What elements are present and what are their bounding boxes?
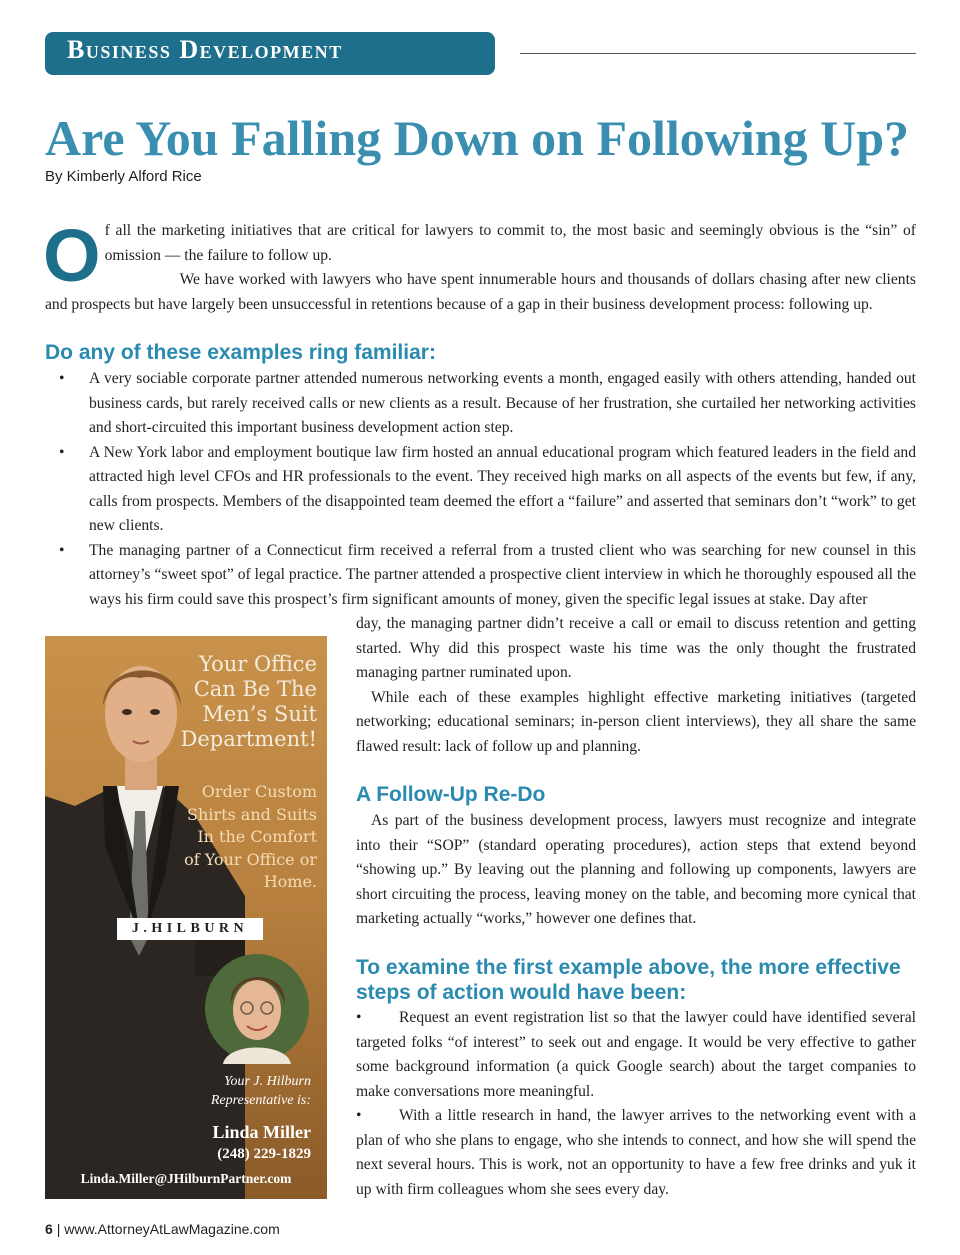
section-label: Business Development: [67, 35, 343, 64]
bullet-icon: •: [59, 541, 65, 559]
steps-list: [356, 1006, 916, 1202]
rep-label: Your J. Hilburn Representative is:: [210, 1074, 311, 1108]
article-headline: Are You Falling Down on Following Up?: [45, 110, 910, 166]
rep-email-link[interactable]: Linda.Miller@JHilburnPartner.com: [80, 1171, 292, 1186]
advertisement[interactable]: [45, 636, 327, 1199]
summary-paragraph: While each of these examples highlight effective marketing initiatives (targeted networking; educational seminars; in-person client interviews), they all share the same flawed result: lack of follow up and planning.: [356, 688, 916, 755]
representative-photo: [203, 952, 311, 1064]
redo-paragraph: As part of the business development process, lawyers must recognize and integrate into their “SOP” (standard operating procedures), action steps that extend beyond “showing up.” By leaving out the planning and following up components, lawyers are short circuiting the process, leaving money on the table, and becoming more cynical that marketing actually “works,” however one defines that.: [356, 812, 916, 927]
rep-name: Linda Miller: [212, 1122, 311, 1142]
drop-cap: O: [43, 214, 101, 297]
list-item: [356, 1104, 916, 1202]
step-text-2: With a little research in hand, the lawyer arrives to the networking event with a plan of who she plans to engage, who she intends to connect, and how she will spend the next several hours. This is work, not an opportunity to have a few free drinks and yuk it up with firm colleagues whom she sees every day.: [356, 1107, 916, 1198]
bullet-icon: •: [356, 1107, 362, 1124]
list-item: [45, 441, 916, 539]
example-text-3-cont: day, the managing partner didn’t receive a call or email to discuss retention and getting started. Why did this prospect waste his time was the only thought the frustrated managing partner ruminated upon.: [356, 615, 916, 681]
header-rule: [520, 53, 916, 54]
ad-headline: Your Office Can Be The Men’s Suit Department!: [180, 652, 317, 751]
section-tab: [45, 32, 495, 75]
magazine-url[interactable]: www.AttorneyAtLawMagazine.com: [64, 1221, 280, 1237]
heading-examine: To examine the first example above, the more effective steps of action would have been:: [356, 956, 901, 1004]
examples-list: [45, 367, 916, 612]
brand-logo: J.HILBURN: [117, 918, 263, 940]
example-continuation: [356, 612, 916, 759]
step-text-1: Request an event registration list so that the lawyer could have identified several targeted folks “of interest” to seek out and engage. It would be very effective to gather some background information (a quick Google search) about the target companies to make conversations more meaningful.: [356, 1009, 916, 1100]
rep-phone[interactable]: (248) 229-1829: [217, 1146, 311, 1162]
intro-section: [43, 214, 916, 317]
ad-subline: Order Custom Shirts and Suits In the Comfort of Your Office or Home.: [184, 782, 317, 891]
byline: By Kimberly Alford Rice: [45, 168, 202, 185]
list-item: [45, 539, 916, 613]
heading-redo: A Follow-Up Re-Do: [356, 783, 546, 806]
list-item: [356, 1006, 916, 1104]
example-text-1: A very sociable corporate partner attended numerous networking events a month, engaged easily with others attending, handed out business cards, but rarely received calls or new clients as a result. Because of her frustration, she curtailed her networking activities and short-circuited this important business development action step.: [89, 370, 916, 436]
bullet-icon: •: [356, 1009, 362, 1026]
footer-separator: |: [56, 1221, 61, 1237]
heading-familiar: Do any of these examples ring familiar:: [45, 341, 436, 364]
intro-paragraph-1: f all the marketing initiatives that are critical for lawyers to commit to, the most basic and seemingly obvious is the “sin” of omission — the failure to follow up.: [104, 222, 916, 264]
bullet-icon: •: [59, 370, 65, 387]
example-text-3: The managing partner of a Connecticut firm received a referral from a trusted client who was searching for new counsel in this attorney’s “sweet spot” of legal practice. The partner attended a prospective client interview in which he thoroughly espoused all the ways his firm could save this prospect’s firm significant amounts of money, given the specific legal issues at stake. Day after: [89, 541, 916, 608]
intro-paragraph-2: We have worked with lawyers who have spent innumerable hours and thousands of dollars chasing after new clients and prospects but have largely been unsuccessful in retentions because of a gap in their business development process: following up.: [45, 271, 916, 313]
bullet-icon: •: [59, 443, 65, 461]
example-text-2: A New York labor and employment boutique law firm hosted an annual educational program which featured leaders in the field and attracted high level CFOs and HR professionals to the event. They received high marks on all aspects of the events but few, if any, calls from prospects. Members of the disappointed team deemed the effort a “failure” and asserted that seminars don’t “work” to get new clients.: [89, 443, 916, 534]
page-number: 6: [45, 1221, 53, 1237]
list-item: [45, 367, 916, 441]
page-footer: [45, 1221, 280, 1237]
